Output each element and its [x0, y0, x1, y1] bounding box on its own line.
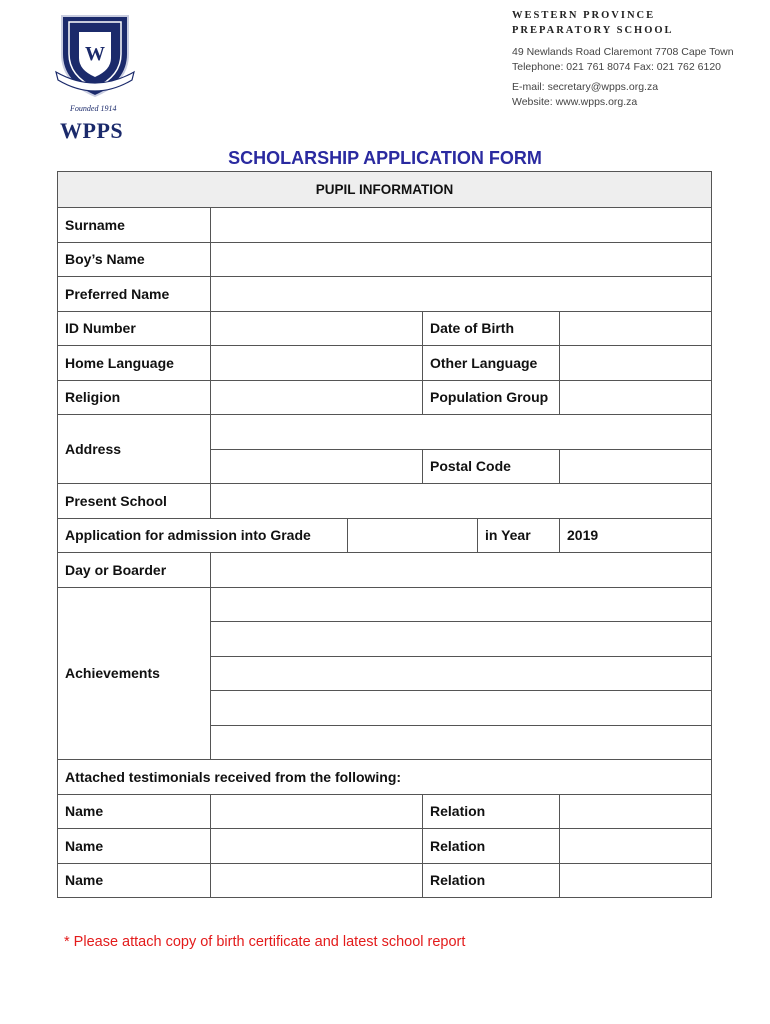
preferred-name-field[interactable]: [211, 277, 712, 312]
school-phone: Telephone: 021 761 8074 Fax: 021 762 6120: [512, 60, 722, 73]
testimonial-name-label-1: Name: [58, 794, 211, 829]
postal-code-label: Postal Code: [423, 449, 560, 484]
testimonial-relation-label-2: Relation: [423, 829, 560, 864]
testimonial-name-field-3[interactable]: [211, 863, 423, 898]
postal-code-field[interactable]: [560, 449, 712, 484]
in-year-label: in Year: [478, 518, 560, 553]
address-field-line1[interactable]: [211, 415, 712, 450]
testimonial-name-label-3: Name: [58, 863, 211, 898]
religion-field[interactable]: [211, 380, 423, 415]
population-group-label: Population Group: [423, 380, 560, 415]
school-name-line2: PREPARATORY SCHOOL: [512, 25, 674, 36]
achievements-field-line3[interactable]: [211, 656, 712, 691]
founded-year: Founded 1914: [70, 104, 117, 113]
religion-label: Religion: [58, 380, 211, 415]
boys-name-label: Boy’s Name: [58, 242, 211, 277]
home-language-field[interactable]: [211, 346, 423, 381]
testimonial-relation-field-1[interactable]: [560, 794, 712, 829]
school-email: E-mail: secretary@wpps.org.za: [512, 81, 659, 93]
pupil-information-table: [57, 171, 712, 898]
svg-text:W: W: [85, 43, 105, 65]
address-label: Address: [58, 415, 211, 484]
testimonials-heading: Attached testimonials received from the following:: [58, 760, 712, 795]
achievements-label: Achievements: [58, 587, 211, 760]
admission-grade-label: Application for admission into Grade: [58, 518, 348, 553]
achievements-field-line5[interactable]: [211, 725, 712, 760]
day-or-boarder-label: Day or Boarder: [58, 553, 211, 588]
admission-year-value: 2019: [560, 518, 712, 553]
achievements-field-line2[interactable]: [211, 622, 712, 657]
section-pupil-information: PUPIL INFORMATION: [58, 172, 712, 208]
school-name-line1: WESTERN PROVINCE: [512, 10, 656, 21]
testimonial-name-field-1[interactable]: [211, 794, 423, 829]
boys-name-field[interactable]: [211, 242, 712, 277]
other-language-field[interactable]: [560, 346, 712, 381]
population-group-field[interactable]: [560, 380, 712, 415]
other-language-label: Other Language: [423, 346, 560, 381]
school-abbreviation: WPPS: [60, 118, 124, 143]
school-crest-logo: [52, 10, 138, 100]
testimonial-relation-label-3: Relation: [423, 863, 560, 898]
id-number-field[interactable]: [211, 311, 423, 346]
attachment-note: * Please attach copy of birth certificate and latest school report: [64, 934, 466, 950]
address-field-line2[interactable]: [211, 449, 423, 484]
achievements-field-line1[interactable]: [211, 587, 712, 622]
preferred-name-label: Preferred Name: [58, 277, 211, 312]
testimonial-name-field-2[interactable]: [211, 829, 423, 864]
school-letterhead: [512, 8, 734, 109]
school-address: 49 Newlands Road Claremont 7708 Cape Town: [512, 46, 734, 58]
id-number-label: ID Number: [58, 311, 211, 346]
present-school-field[interactable]: [211, 484, 712, 519]
testimonial-relation-field-3[interactable]: [560, 863, 712, 898]
testimonial-name-label-2: Name: [58, 829, 211, 864]
surname-field[interactable]: [211, 208, 712, 243]
achievements-field-line4[interactable]: [211, 691, 712, 726]
home-language-label: Home Language: [58, 346, 211, 381]
school-website: Website: www.wpps.org.za: [512, 95, 638, 108]
testimonial-relation-label-1: Relation: [423, 794, 560, 829]
surname-label: Surname: [58, 208, 211, 243]
day-or-boarder-field[interactable]: [211, 553, 712, 588]
present-school-label: Present School: [58, 484, 211, 519]
testimonial-relation-field-2[interactable]: [560, 829, 712, 864]
dob-label: Date of Birth: [423, 311, 560, 346]
dob-field[interactable]: [560, 311, 712, 346]
admission-grade-field[interactable]: [348, 518, 478, 553]
form-title: SCHOLARSHIP APPLICATION FORM: [228, 148, 542, 168]
